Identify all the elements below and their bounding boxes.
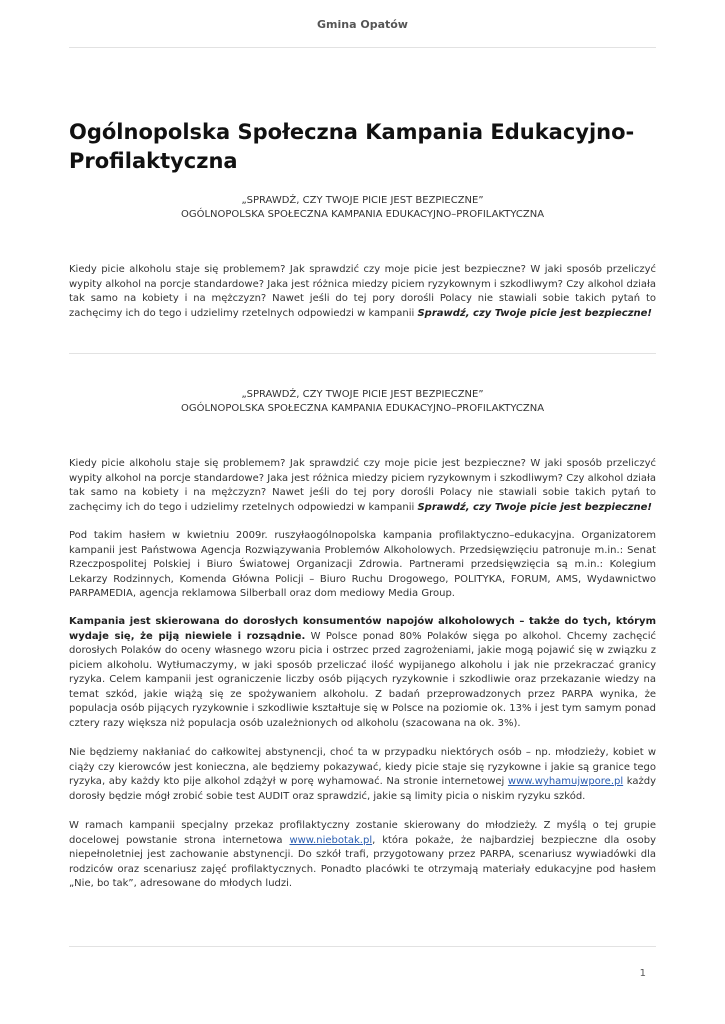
body-paragraph-3-text-a: Nie będziemy nakłaniać do całkowitej abstynencji, choć ta w przypadku niektórych osób – np. młodzieży, kobiet w ciąży czy kierowców jest konieczna, ale będziemy pokazywać, kiedy picie staje się ryzykowne i jakie są granice tego ryzyka, aby każdy kto pije alkohol zdążył w porę wyhamować. Na stronie internetowej [69,747,656,787]
slogan-line-2: OGÓLNOPOLSKA SPOŁECZNA KAMPANIA EDUKACYJNO–PROFILAKTYCZNA [180,403,545,414]
page-number: 1 [639,968,646,979]
page-title: Ogólnopolska Społeczna Kampania Edukacyjno-Profilaktyczna [69,120,635,173]
section-divider [69,353,656,354]
intro-paragraph-1 [69,263,656,321]
body-paragraph-3-text-b: każdy dorosły będzie mógł zrobić sobie test AUDIT oraz sprawdzić, jakie są limity picia o niskim ryzyku szkód. [69,776,656,802]
intro-text: Kiedy picie alkoholu staje się problemem? Jak sprawdzić czy moje picie jest bezpieczne? W jaki sposób przeliczyć wypity alkohol na porcje standardowe? Jaka jest różnica miedzy piciem ryzykownym i szkodliwym? Czy alkohol działa tak samo na kobiety i na mężczyzn? Nawet jeśli do tej pory dorośli Polacy nie stawiali sobie takich pytań to zachęcimy ich do tego i udzielimy rzetelnych odpowiedzi w kampanii [69,264,656,319]
intro-paragraph-2 [69,457,656,515]
body-paragraph-2 [69,615,656,731]
slogan-block-1 [69,194,656,222]
body-paragraph-4 [69,819,656,892]
body-paragraph-3 [69,746,656,804]
body-paragraph-2-text: W Polsce ponad 80% Polaków sięga po alkohol. Chcemy zachęcić dorosłych Polaków do oceny własnego wzoru picia i ostrzec przed zagrożeniami, jakie mogą pojawić się w związku z piciem alkoholu. Wytłumaczymy, w jaki sposób przeliczać ilość wypijanego alkoholu i jak nie przekraczać granicy ryzyka. Celem kampanii jest ograniczenie liczby osób pijących ryzykownie i szkodliwie oraz przekazanie wiedzy na temat szkód, jakie wiążą się ze spożywaniem alkoholu. Z badań przeprowadzonych przez PARPA wynika, że populacja osób pijących ryzykownie i szkodliwie kształtuje się w Polsce na poziomie ok. 13% i jest tym samym ponad cztery razy większa niż populacja osób uzależnionych od alkoholu (szacowana na ok. 3%). [69,630,656,729]
slogan-line-2: OGÓLNOPOLSKA SPOŁECZNA KAMPANIA EDUKACYJNO–PROFILAKTYCZNA [180,209,545,220]
site-header: Gmina Opatów [317,18,408,31]
body-paragraph-4-text-b: , która pokaże, że najbardziej bezpieczne dla osoby niepełnoletniej jest zachowanie abstynencji. Do szkół trafi, przygotowany przez PARPA, scenariusz wywiadówki dla rodziców oraz scenariusz zajęć profilaktycznych. Ponadto placówki te otrzymają materiały edukacyjne pod hasłem „Nie, bo tak”, adresowane do młodych ludzi. [69,834,656,889]
intro-text: Kiedy picie alkoholu staje się problemem? Jak sprawdzić czy moje picie jest bezpieczne? W jaki sposób przeliczyć wypity alkohol na porcje standardowe? Jaka jest różnica miedzy piciem ryzykownym i szkodliwym? Czy alkohol działa tak samo na kobiety i na mężczyzn? Nawet jeśli do tej pory dorośli Polacy nie stawiali sobie takich pytań to zachęcimy ich do tego i udzielimy rzetelnych odpowiedzi w kampanii [69,458,656,513]
slogan-line-1: „SPRAWDŹ, CZY TWOJE PICIE JEST BEZPIECZNE” [241,389,484,400]
body-paragraph-1: Pod takim hasłem w kwietniu 2009r. ruszyłaogólnopolska kampania profilaktyczno–edukacyjna. Organizatorem kampanii jest Państwowa Agencja Rozwiązywania Problemów Alkoholowych. Przedsięwzięciu patronuje m.in.: Senat Rzeczpospolitej Polskiej i Biuro Światowej Organizacji Zdrowia. Partnerami przedsięwzięcia są m.in.: Kolegium Lekarzy Rodzinnych, Komenda Główna Policji – Biuro Ruchu Drogowego, POLITYKA, FORUM, AMS, Wydawnictwo PARPAMEDIA, agencja reklamowa Silberball oraz dom mediowy Media Group. [69,530,656,599]
body-paragraph-2-lead: Kampania jest skierowana do dorosłych konsumentów napojów alkoholowych – także do tych, którym wydaje się, że piją niewiele i rozsądnie. [69,616,656,642]
intro-emphasis: Sprawdź, czy Twoje picie jest bezpieczne! [417,307,652,319]
niebotak-link[interactable]: www.niebotak.pl [289,834,373,846]
footer-divider [69,946,656,947]
wyhamujwpore-link[interactable]: www.wyhamujwpore.pl [507,776,624,787]
slogan-line-1: „SPRAWDŹ, CZY TWOJE PICIE JEST BEZPIECZNE” [241,195,484,206]
header-divider [69,47,656,48]
intro-emphasis: Sprawdź, czy Twoje picie jest bezpieczne! [417,501,652,513]
body-paragraph-4-text-a: W ramach kampanii specjalny przekaz profilaktyczny zostanie skierowany do młodzieży. Z myślą o tej grupie docelowej powstanie strona internetowa [69,820,656,846]
slogan-block-2 [69,388,656,416]
